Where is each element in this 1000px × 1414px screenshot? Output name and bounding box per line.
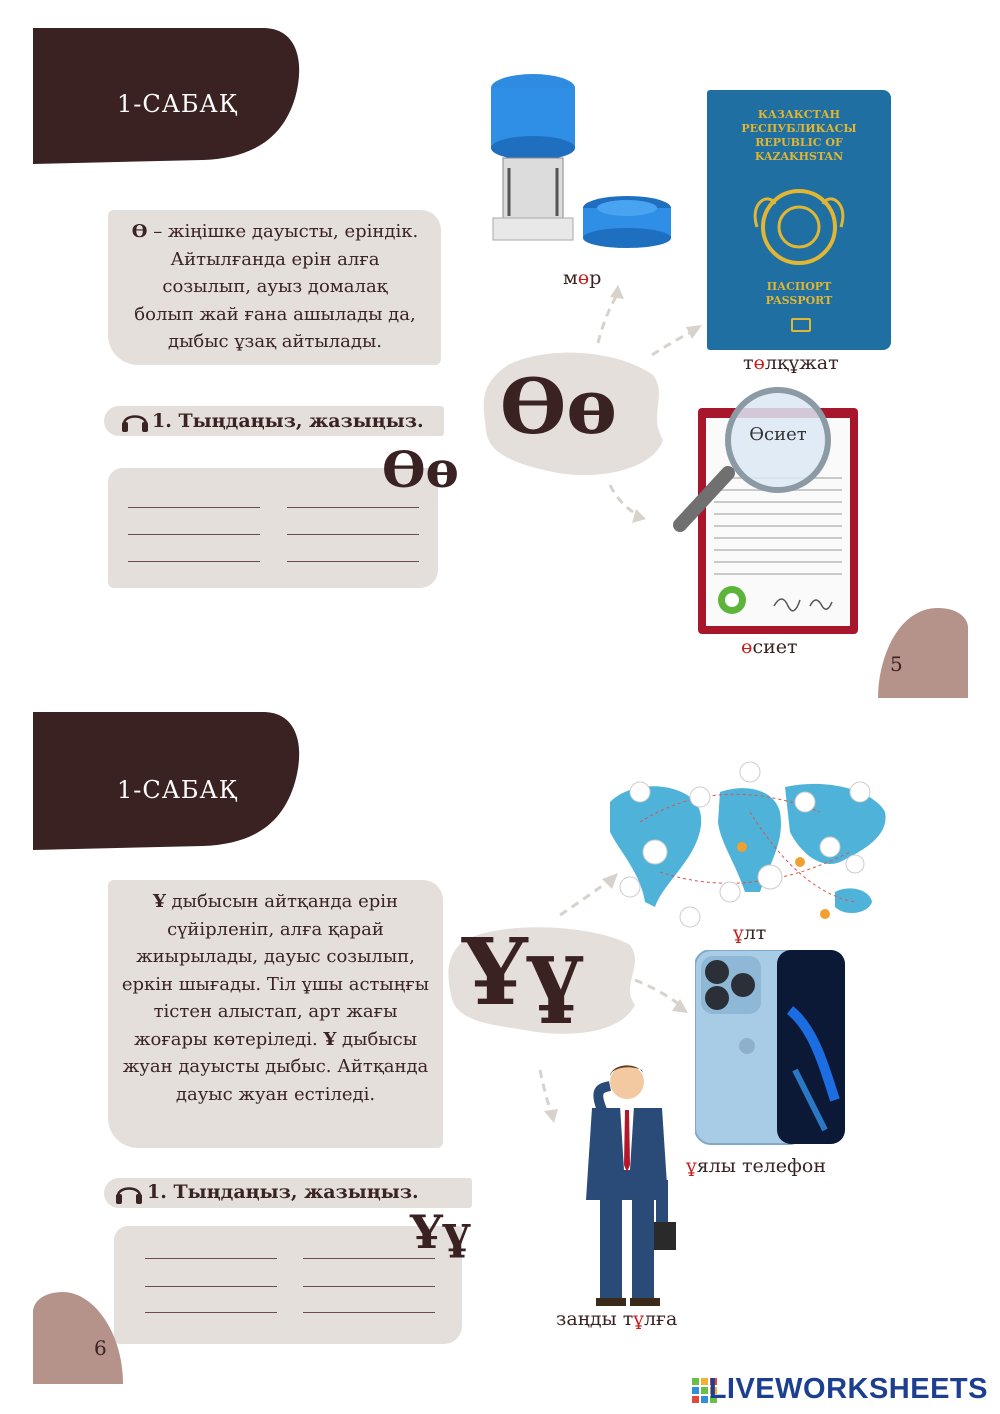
rule-description: дыбысы жуан дауысты дыбыс. Айтқанда дауыс жуан естіледі. — [122, 1028, 429, 1105]
center-letter-pair: Өө — [500, 362, 617, 451]
lesson-header-title: 1-САБАҚ — [117, 776, 239, 804]
page-number: 6 — [94, 1336, 107, 1360]
rule-letter: Ұ — [152, 891, 166, 912]
rule-box — [108, 210, 441, 365]
answer-line[interactable] — [287, 534, 419, 535]
headphones-icon[interactable] — [120, 408, 150, 434]
answer-line[interactable] — [303, 1258, 435, 1259]
liveworksheets-brand[interactable]: LIVEWORKSHEETS — [708, 1373, 988, 1405]
stamp-image — [485, 68, 675, 258]
emblem-icon — [749, 182, 849, 272]
answer-line[interactable] — [145, 1312, 277, 1313]
rule-text — [118, 888, 433, 1108]
lesson-header-title: 1-САБАҚ — [117, 90, 239, 118]
answer-line[interactable] — [145, 1286, 277, 1287]
businessman-image — [572, 1060, 682, 1310]
passport-text: ПАСПОРТ — [766, 280, 832, 293]
answer-line[interactable] — [287, 561, 419, 562]
task-label: 1. Тыңдаңыз, жазыңыз. — [152, 410, 424, 432]
small-letter-pair: Ұұ — [410, 1205, 470, 1259]
world-network-image — [600, 752, 890, 932]
page-number-blob — [33, 1292, 123, 1384]
task-label: 1. Тыңдаңыз, жазыңыз. — [147, 1181, 419, 1203]
headphones-icon[interactable] — [114, 1180, 144, 1206]
rule-letter: Ұ — [323, 1028, 337, 1050]
passport-text: REPUBLIC OF — [755, 136, 843, 149]
passport-text: PASSPORT — [765, 294, 833, 307]
word-caption-2: төлқұжат — [743, 352, 839, 374]
passport-text: KAZAKHSTAN — [754, 150, 844, 163]
word-caption-3: заңды тұлға — [556, 1308, 678, 1330]
answer-line[interactable] — [128, 534, 260, 535]
word-caption-1: ұлт — [733, 922, 767, 944]
page-number: 5 — [890, 652, 903, 676]
word-caption-3: өсиет — [741, 636, 798, 658]
center-letter-pair: Ұұ — [462, 918, 582, 1026]
phone-image — [695, 950, 847, 1146]
rule-description: дыбысын айтқанда ерін сүйірленіп, алға қарай жиырылады, дауыс созылып, еркін шығады. Тіл ұшы астыңғы тістен алыстап, арт жағы жоғары көтеріледі. — [121, 891, 430, 1050]
small-letter-pair: Өө — [382, 440, 459, 499]
passport-image — [707, 90, 891, 350]
passport-text: РЕСПУБЛИКАСЫ — [741, 122, 857, 135]
answer-line[interactable] — [145, 1258, 277, 1259]
passport-text: КАЗАКСТАН — [757, 108, 841, 121]
answer-line[interactable] — [287, 507, 419, 508]
rule-text — [130, 218, 420, 356]
magnifier-label: Өсиет — [749, 424, 807, 445]
answer-line[interactable] — [128, 507, 260, 508]
rule-letter: Ө — [131, 221, 148, 242]
answer-line[interactable] — [303, 1286, 435, 1287]
answer-line[interactable] — [303, 1312, 435, 1313]
rule-box — [108, 880, 443, 1148]
magnifier-icon — [668, 385, 848, 545]
rule-description: – жіңішке дауысты, еріндік. Айтылғанда ерін алға созылып, ауыз домалақ болып жай ғана ашылады да, дыбыс ұзақ айтылады. — [134, 221, 419, 352]
answer-line[interactable] — [128, 561, 260, 562]
word-caption-2: ұялы телефон — [686, 1155, 826, 1177]
word-caption-1: мөр — [563, 267, 602, 289]
